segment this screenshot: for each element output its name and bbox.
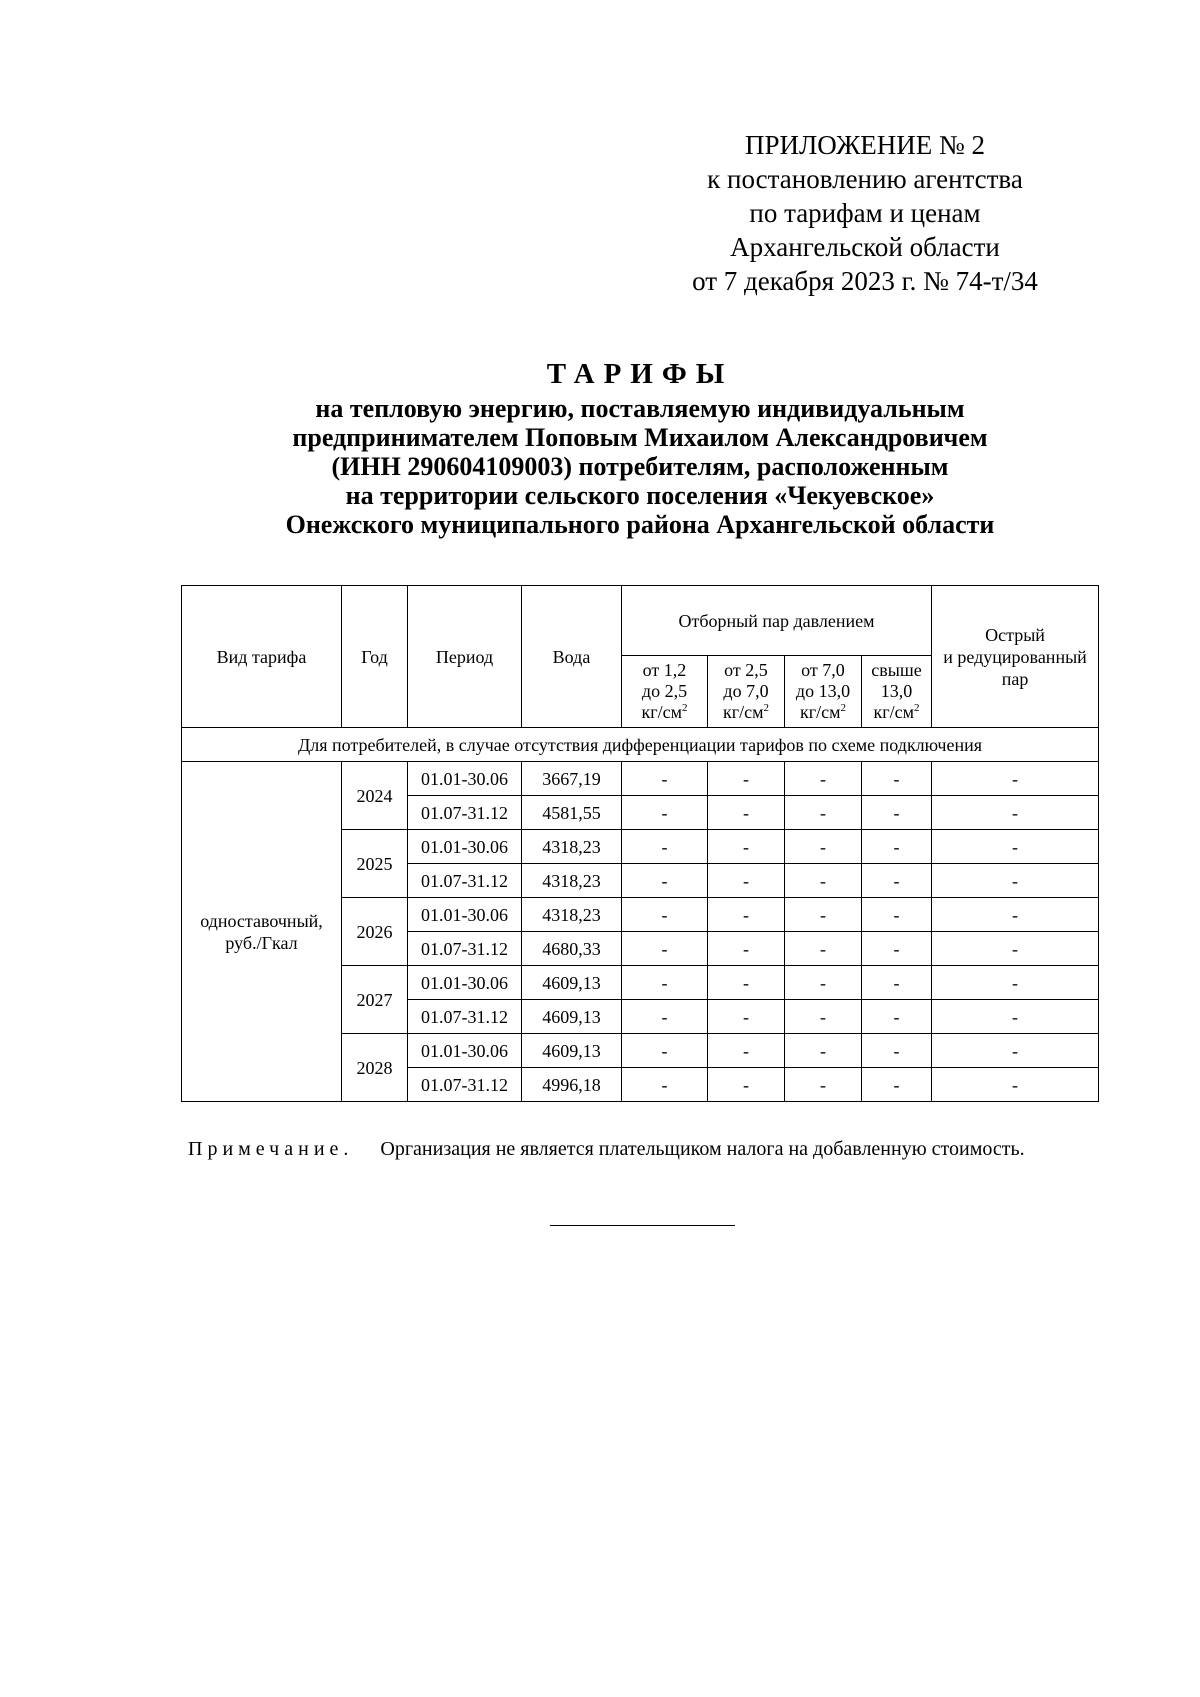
year-cell: 2028 xyxy=(342,1034,408,1102)
tariffs-table xyxy=(181,585,1099,1102)
dash-cell: - xyxy=(932,1034,1099,1068)
period-cell: 01.01-30.06 xyxy=(408,966,522,1000)
dash-cell: - xyxy=(785,796,862,830)
dash-cell: - xyxy=(862,1068,932,1102)
appendix-header xyxy=(660,128,1070,298)
appendix-line: ПРИЛОЖЕНИЕ № 2 xyxy=(744,130,986,160)
header-year: Год xyxy=(342,586,408,728)
title-line: Онежского муниципального района Архангельской области xyxy=(285,510,995,539)
dash-cell: - xyxy=(932,796,1099,830)
dash-cell: - xyxy=(862,898,932,932)
title-line: предпринимателем Поповым Михаилом Александровичем xyxy=(292,423,988,452)
dash-cell: - xyxy=(708,898,785,932)
title-subtitle xyxy=(150,394,1130,539)
appendix-line: по тарифам и ценам xyxy=(749,198,981,228)
dash-cell: - xyxy=(708,1068,785,1102)
dash-cell: - xyxy=(785,1034,862,1068)
period-cell: 01.07-31.12 xyxy=(408,1000,522,1034)
water-tariff-cell: 4609,13 xyxy=(522,1034,622,1068)
period-cell: 01.01-30.06 xyxy=(408,898,522,932)
dash-cell: - xyxy=(785,898,862,932)
water-tariff-cell: 3667,19 xyxy=(522,762,622,796)
dash-cell: - xyxy=(622,796,708,830)
dash-cell: - xyxy=(862,796,932,830)
dash-cell: - xyxy=(622,762,708,796)
dash-cell: - xyxy=(622,1034,708,1068)
dash-cell: - xyxy=(932,1068,1099,1102)
dash-cell: - xyxy=(932,966,1099,1000)
dash-cell: - xyxy=(708,796,785,830)
dash-cell: - xyxy=(708,762,785,796)
document-title xyxy=(150,356,1130,539)
dash-cell: - xyxy=(785,1068,862,1102)
water-tariff-cell: 4996,18 xyxy=(522,1068,622,1102)
dash-cell: - xyxy=(862,932,932,966)
header-steam-group: Отборный пар давлением xyxy=(622,586,932,656)
year-cell: 2025 xyxy=(342,830,408,898)
dash-cell: - xyxy=(932,932,1099,966)
title-line: (ИНН 290604109003) потребителям, расположенным xyxy=(331,452,949,481)
water-tariff-cell: 4581,55 xyxy=(522,796,622,830)
header-steam-col: свыше 13,0 $кг/см^2$ xyxy=(862,656,932,728)
dash-cell: - xyxy=(785,1000,862,1034)
dash-cell: - xyxy=(622,1000,708,1034)
dash-cell: - xyxy=(785,864,862,898)
period-cell: 01.01-30.06 xyxy=(408,830,522,864)
appendix-line: к постановлению агентства xyxy=(707,164,1023,194)
dash-cell: - xyxy=(862,762,932,796)
dash-cell: - xyxy=(932,830,1099,864)
period-cell: 01.07-31.12 xyxy=(408,796,522,830)
dash-cell: - xyxy=(862,1034,932,1068)
header-sharp-steam: Острый и редуцированный пар xyxy=(932,586,1099,728)
table-row xyxy=(182,762,1099,796)
header-steam-col: от 2,5 до 7,0 $кг/см^2$ xyxy=(708,656,785,728)
divider-line xyxy=(550,1225,735,1226)
dash-cell: - xyxy=(785,932,862,966)
appendix-line: Архангельской области xyxy=(730,232,1000,262)
dash-cell: - xyxy=(622,830,708,864)
year-cell: 2026 xyxy=(342,898,408,966)
dash-cell: - xyxy=(708,830,785,864)
title-main: ТАРИФЫ xyxy=(546,358,734,390)
header-steam-col: от 7,0 до 13,0 $кг/см^2$ xyxy=(785,656,862,728)
period-cell: 01.07-31.12 xyxy=(408,1068,522,1102)
dash-cell: - xyxy=(932,864,1099,898)
dash-cell: - xyxy=(708,1000,785,1034)
tariff-type-cell: одноставочный, руб./Гкал xyxy=(182,762,342,1102)
note xyxy=(188,1138,1108,1161)
dash-cell: - xyxy=(622,864,708,898)
header-steam-col: от 1,2 до 2,5 $кг/см^2$ xyxy=(622,656,708,728)
dash-cell: - xyxy=(708,1034,785,1068)
dash-cell: - xyxy=(622,932,708,966)
table-body xyxy=(182,728,1099,1102)
water-tariff-cell: 4318,23 xyxy=(522,898,622,932)
dash-cell: - xyxy=(932,1000,1099,1034)
water-tariff-cell: 4609,13 xyxy=(522,966,622,1000)
dash-cell: - xyxy=(785,966,862,1000)
dash-cell: - xyxy=(862,966,932,1000)
water-tariff-cell: 4318,23 xyxy=(522,830,622,864)
header-period: Период xyxy=(408,586,522,728)
dash-cell: - xyxy=(708,966,785,1000)
dash-cell: - xyxy=(708,864,785,898)
header-tariff-type: Вид тарифа xyxy=(182,586,342,728)
title-line: на территории сельского поселения «Чекуевское» xyxy=(345,481,935,510)
appendix-line: от 7 декабря 2023 г. № 74-т/34 xyxy=(692,266,1038,296)
period-cell: 01.07-31.12 xyxy=(408,932,522,966)
dash-cell: - xyxy=(785,762,862,796)
water-tariff-cell: 4318,23 xyxy=(522,864,622,898)
dash-cell: - xyxy=(785,830,862,864)
dash-cell: - xyxy=(932,762,1099,796)
header-water: Вода xyxy=(522,586,622,728)
water-tariff-cell: 4609,13 xyxy=(522,1000,622,1034)
section-title: Для потребителей, в случае отсутствия дифференциации тарифов по схеме подключения xyxy=(182,728,1099,762)
period-cell: 01.07-31.12 xyxy=(408,864,522,898)
dash-cell: - xyxy=(622,966,708,1000)
title-line: на тепловую энергию, поставляемую индивидуальным xyxy=(315,394,965,423)
dash-cell: - xyxy=(862,1000,932,1034)
dash-cell: - xyxy=(932,898,1099,932)
dash-cell: - xyxy=(862,864,932,898)
note-label: Примечание. xyxy=(188,1138,354,1160)
dash-cell: - xyxy=(708,932,785,966)
period-cell: 01.01-30.06 xyxy=(408,762,522,796)
year-cell: 2027 xyxy=(342,966,408,1034)
dash-cell: - xyxy=(862,830,932,864)
dash-cell: - xyxy=(622,898,708,932)
dash-cell: - xyxy=(622,1068,708,1102)
note-text: Организация не является плательщиком налога на добавленную стоимость. xyxy=(380,1138,1025,1160)
water-tariff-cell: 4680,33 xyxy=(522,932,622,966)
year-cell: 2024 xyxy=(342,762,408,830)
period-cell: 01.01-30.06 xyxy=(408,1034,522,1068)
